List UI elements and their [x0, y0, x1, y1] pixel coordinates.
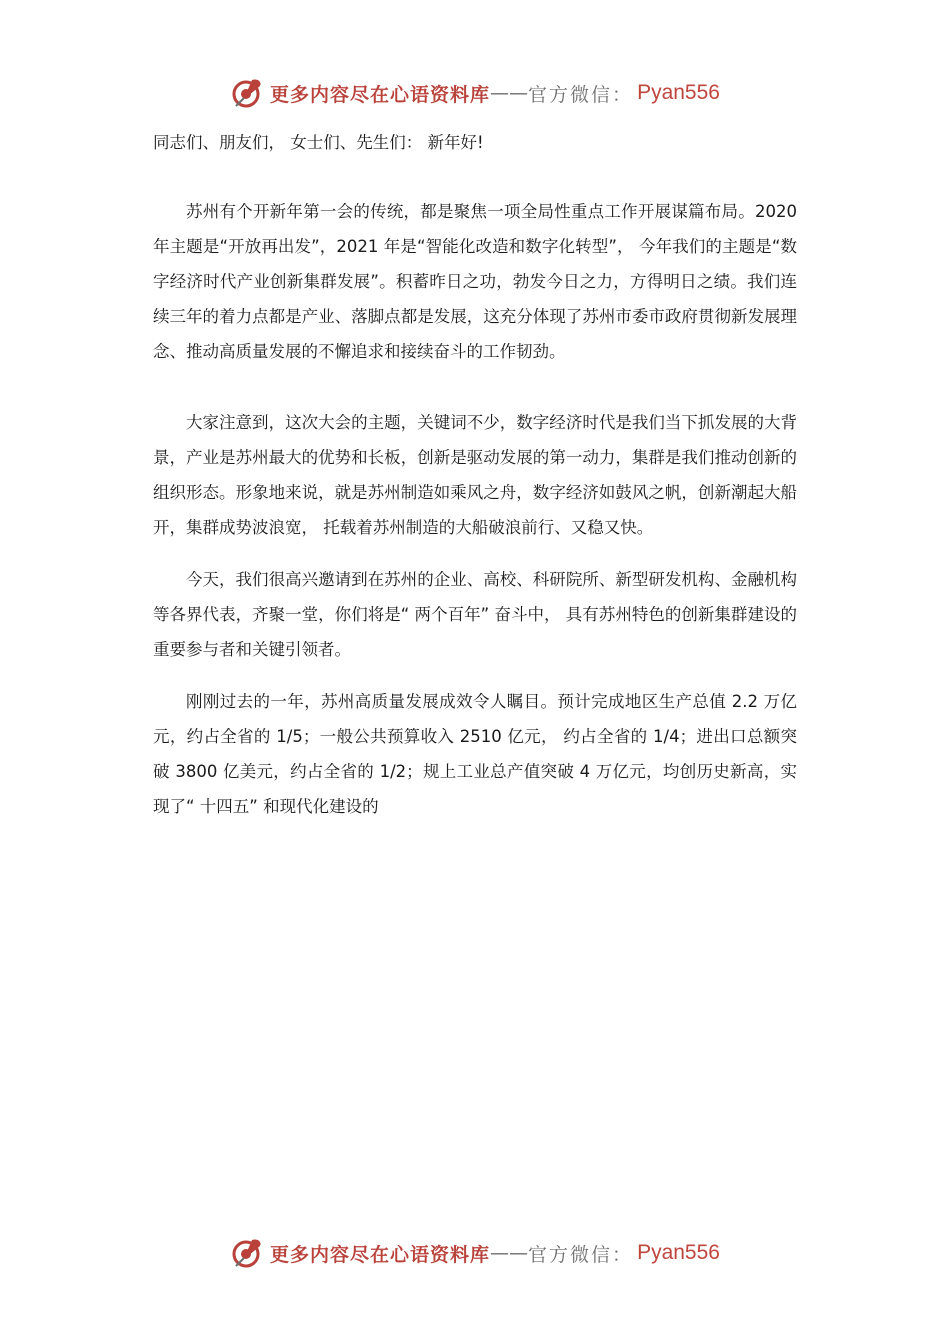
quill-logo-icon [230, 76, 264, 110]
quill-logo-icon [230, 1236, 264, 1270]
document-body [153, 125, 797, 824]
header-watermark [0, 73, 950, 113]
watermark-text: 更多内容尽在心语资料库 [270, 1243, 491, 1266]
watermark-dash: —— [490, 1242, 529, 1264]
watermark-wechat-id: Pyan556 [637, 1241, 720, 1264]
watermark-text: 更多内容尽在心语资料库 [270, 83, 491, 106]
paragraph-2: 大家注意到，这次大会的主题，关键词不少，数字经济时代是我们当下抓发展的大背景，产业是苏州最大的优势和长板，创新是驱动发展的第一动力，集群是我们推动创新的组织形态。形象地来说，就是苏州制造如乘风之舟，数字经济如鼓风之帆，创新潮起大船开，集群成势波浪宽， 托载着苏州制造的大船破浪前行、又稳又快。 [153, 413, 797, 537]
paragraph-4: 刚刚过去的一年，苏州高质量发展成效令人瞩目。预计完成地区生产总值 2.2 万亿元，约占全省的 1/5；一般公共预算收入 2510 亿元， 约占全省的 1/4；进出口总额突破 3800 亿美元，约占全省的 1/2；规上工业总产值突破 4 万亿元，均创历史新高，实现了“ 十四五” 和现代化建设的 [153, 692, 797, 816]
watermark-wechat-id: Pyan556 [637, 81, 720, 104]
paragraph-3: 今天，我们很高兴邀请到在苏州的企业、高校、科研院所、新型研发机构、金融机构等各界代表，齐聚一堂，你们将是“ 两个百年” 奋斗中， 具有苏州特色的创新集群建设的重要参与者和关键引领者。 [153, 570, 797, 659]
paragraph-1: 苏州有个开新年第一会的传统，都是聚焦一项全局性重点工作开展谋篇布局。2020 年主题是“开放再出发”，2021 年是“智能化改造和数字化转型”， 今年我们的主题是“数字经济时代产业创新集群发展”。积蓄昨日之功，勃发今日之力，方得明日之绩。我们连续三年的着力点都是产业、落脚点都是发展，这充分体现了苏州市委市政府贯彻新发展理念、推动高质量发展的不懈追求和接续奋斗的工作韧劲。 [153, 202, 797, 361]
salutation: 同志们、朋友们， 女士们、先生们： 新年好! [153, 133, 484, 152]
watermark-wechat-label: 官方微信： [528, 1243, 634, 1266]
watermark-dash: —— [490, 82, 529, 104]
footer-watermark [0, 1233, 950, 1273]
watermark-wechat-label: 官方微信： [528, 83, 634, 106]
